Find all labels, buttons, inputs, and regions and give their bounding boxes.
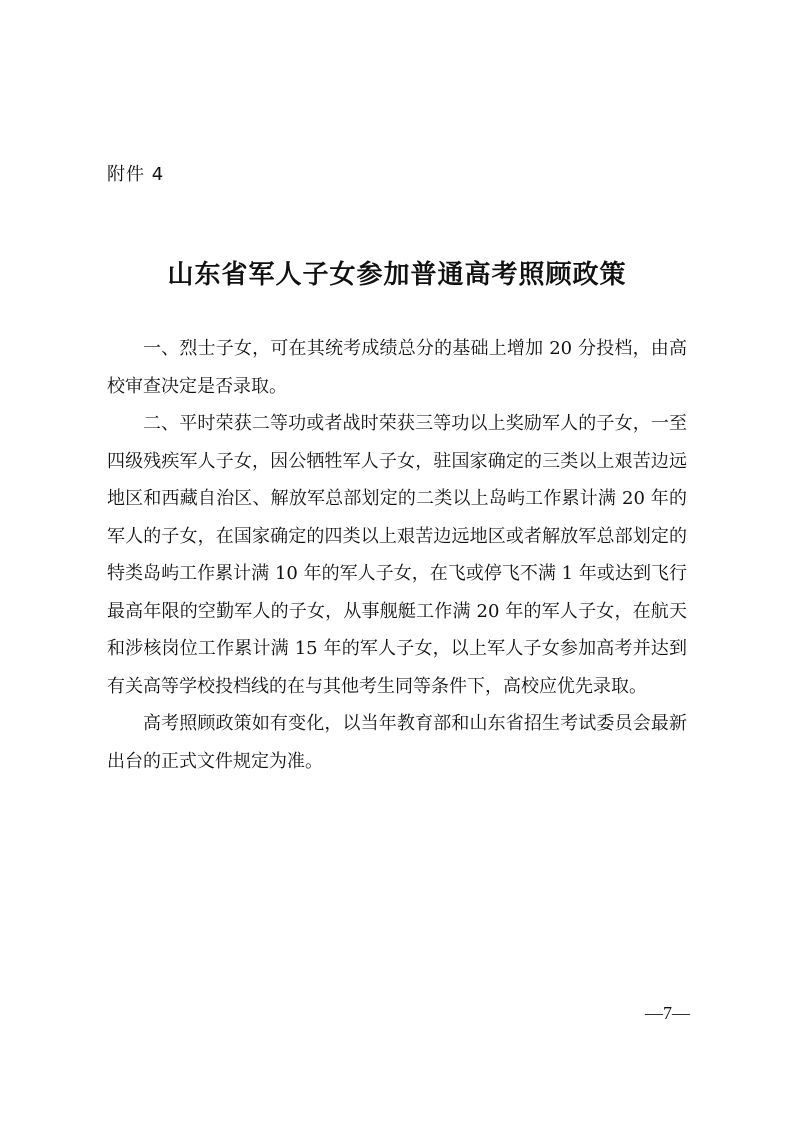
document-title: 山东省军人子女参加普通高考照顾政策 [167,260,627,290]
page-number: —7— [645,1003,690,1023]
attachment-label: 附件 4 [107,164,165,185]
paragraph-martyr-children: 一、烈士子女，可在其统考成绩总分的基础上增加 20 分投档，由高校审查决定是否录取。 [107,338,687,397]
document-body [107,330,687,780]
paragraph-policy-change-note: 高考照顾政策如有变化，以当年教育部和山东省招生考试委员会最新出台的正式文件规定为准。 [107,713,687,772]
paragraph-priority-admission: 二、平时荣获二等功或者战时荣获三等功以上奖励军人的子女，一至四级残疾军人子女，因公牺牲军人子女，驻国家确定的三类以上艰苦边远地区和西藏自治区、解放军总部划定的二类以上岛屿工作累计满 20 年的军人的子女，在国家确定的四类以上艰苦边远地区或者解放军总部划定的特类岛屿工作累计满 10 年的军人子女，在飞或停飞不满 1 年或达到飞行最高年限的空勤军人的子女，从事舰艇工作满 20 年的军人子女，在航天和涉核岗位工作累计满 15 年的军人子女，以上军人子女参加高考并达到有关高等学校投档线的在与其他考生同等条件下，高校应优先录取。 [107,413,687,697]
